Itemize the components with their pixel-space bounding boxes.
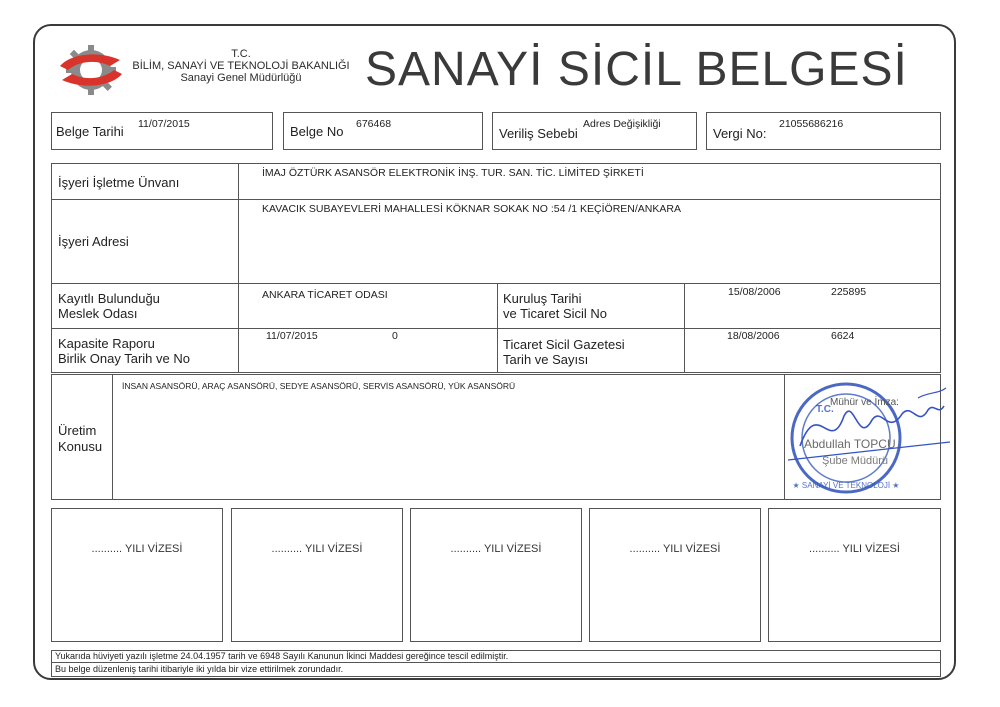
ministry-name: [128, 48, 354, 84]
gazette-date-value: 18/08/2006: [727, 330, 780, 342]
production-label-2: Konusu: [58, 439, 103, 454]
document-title: SANAYİ SİCİL BELGESİ: [365, 43, 908, 96]
capacity-no-value: 0: [392, 330, 398, 342]
chamber-label-1: Kayıtlı Bulunduğu: [58, 291, 160, 306]
belge-tarihi-box: [51, 112, 273, 150]
belge-no-label: Belge No: [290, 124, 344, 139]
footer-line-2: Bu belge düzenleniş tarihi itibariyle iki yılda bir vize ettirilmek zorundadır.: [55, 664, 344, 674]
registry-no-value: 225895: [831, 286, 867, 298]
belge-tarihi-value: 11/07/2015: [138, 118, 190, 130]
chamber-label-2: Meslek Odası: [58, 306, 138, 321]
visa-box-1: [51, 508, 223, 642]
capacity-label-1: Kapasite Raporu: [58, 336, 155, 351]
ministry-line-name: BİLİM, SANAYİ VE TEKNOLOJİ BAKANLIĞI: [132, 60, 350, 72]
visa-label-5: .......... YILI VİZESİ: [809, 543, 900, 555]
verilis-sebebi-box: [492, 112, 697, 150]
seal-title: Şube Müdürü: [822, 455, 889, 467]
ministry-line-dept: Sanayi Genel Müdürlüğü: [180, 72, 302, 84]
founding-label-2: ve Ticaret Sicil No: [503, 306, 608, 321]
company-info-table: [51, 163, 941, 373]
visa-label-2: .......... YILI VİZESİ: [271, 543, 363, 555]
gazette-no-value: 6624: [831, 330, 855, 342]
svg-text:★ SANAYİ VE TEKNOLOJİ ★: ★ SANAYİ VE TEKNOLOJİ ★: [792, 481, 900, 490]
visa-label-3: .......... YILI VİZESİ: [450, 543, 542, 555]
visa-label-1: .......... YILI VİZESİ: [91, 543, 183, 555]
visa-box-3: [410, 508, 582, 642]
address-label: İşyeri Adresi: [58, 234, 129, 249]
company-name-label: İşyeri İşletme Ünvanı: [58, 175, 180, 190]
ministry-line-tc: T.C.: [231, 48, 251, 60]
verilis-sebebi-value: Adres Değişikliği: [583, 118, 661, 130]
visa-box-2: [231, 508, 403, 642]
gazette-label-1: Ticaret Sicil Gazetesi: [503, 337, 625, 352]
chamber-value: ANKARA TİCARET ODASI: [262, 289, 388, 301]
ministry-logo-icon: [58, 44, 124, 96]
vergi-no-box: [706, 112, 941, 150]
svg-text:T.C.: T.C.: [816, 404, 834, 415]
capacity-date-value: 11/07/2015: [266, 330, 318, 342]
belge-no-value: 676468: [356, 118, 392, 130]
visa-label-4: .......... YILI VİZESİ: [629, 543, 721, 555]
founding-date-value: 15/08/2006: [728, 286, 781, 298]
verilis-sebebi-label: Veriliş Sebebi: [499, 126, 578, 141]
seal-name: Abdullah TOPCU: [804, 437, 896, 451]
visa-box-4: [589, 508, 761, 642]
company-name-value: İMAJ ÖZTÜRK ASANSÖR ELEKTRONİK İNŞ. TUR. SAN. TİC. LİMİTED ŞİRKETİ: [262, 167, 644, 179]
vergi-no-value: 21055686216: [779, 118, 844, 130]
seal-label: Mühür ve İmza:: [830, 397, 899, 408]
vergi-no-label: Vergi No:: [713, 126, 767, 141]
founding-label-1: Kuruluş Tarihi: [503, 291, 582, 306]
address-value: KAVACIK SUBAYEVLERİ MAHALLESİ KÖKNAR SOKAK NO :54 /1 KEÇİÖREN/ANKARA: [262, 203, 681, 215]
visa-box-5: [768, 508, 941, 642]
footer-line-1: Yukarıda hüviyeti yazılı işletme 24.04.1957 tarih ve 6948 Sayılı Kanunun İkinci Maddesi gereğince tescil edilmiştir.: [55, 651, 509, 661]
capacity-label-2: Birlik Onay Tarih ve No: [58, 351, 190, 366]
belge-tarihi-label: Belge Tarihi: [56, 124, 124, 139]
production-value: İNSAN ASANSÖRÜ, ARAÇ ASANSÖRÜ, SEDYE ASANSÖRÜ, SERVİS ASANSÖRÜ, YÜK ASANSÖRÜ: [122, 381, 516, 391]
production-label-1: Üretim: [58, 423, 97, 438]
belge-no-box: [283, 112, 483, 150]
gazette-label-2: Tarih ve Sayısı: [503, 352, 589, 367]
